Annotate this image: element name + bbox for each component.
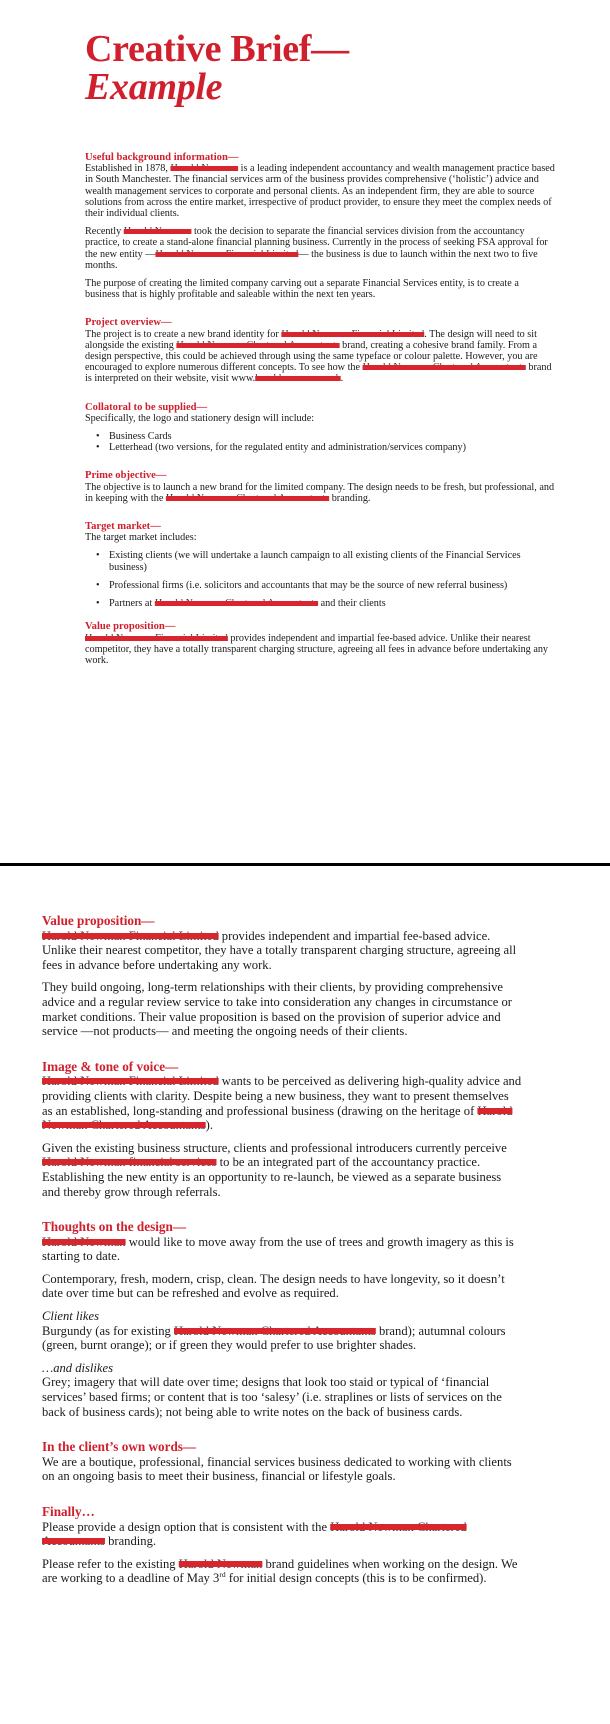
paragraph: We are a boutique, professional, financial services business dedicated to working with clients on an ongoing basis to meet their business, financial or lifestyle goals.	[42, 1454, 512, 1484]
text: Established in 1878,	[85, 163, 171, 175]
redacted-text: Harold Newman Chartered Accountants	[176, 339, 340, 351]
redacted-text: Harold Newman financial services	[42, 1155, 217, 1170]
text: brand is interpreted on their website, visit www.	[85, 362, 552, 385]
paragraph	[42, 1235, 522, 1264]
section-finally	[42, 1505, 522, 1586]
section-image-tone	[42, 1060, 522, 1199]
redacted-text: Harold Newman Chartered Accountants	[165, 492, 330, 504]
redacted-text: Harold Newman Chartered Accountants	[42, 1519, 467, 1549]
paragraph: Specifically, the logo and stationery design will include:	[85, 412, 315, 424]
section-heading: Value proposition—	[85, 621, 176, 633]
paragraph	[42, 1520, 522, 1549]
paragraph: Grey; imagery that will date over time; designs that look too staid or typical of ‘financial services’ based firms; or content that is too ‘salesy’ (i.e. straplines or lists of services on the back of business cards); not being able to write notes on the back of business cards.	[42, 1375, 502, 1419]
text: The project is to create a new brand identity for	[85, 328, 282, 340]
subheading-client-likes: Client likes	[42, 1309, 100, 1324]
bullet-list	[85, 431, 555, 453]
redacted-text: Harold Newman	[170, 163, 239, 175]
list-item: • Existing clients (we will undertake a launch campaign to all existing clients of the Financial Services business)	[109, 550, 555, 572]
list-item	[109, 598, 555, 609]
text: Given the existing business structure, clients and professional introducers currently perceive	[42, 1140, 507, 1155]
text: Please refer to the existing	[42, 1556, 179, 1571]
section-heading: Thoughts on the design—	[42, 1219, 187, 1235]
text: took the decision to separate the financial services division from the accountancy practice, to create a stand-alone financial planning business. Currently in the process of seeking FSA approval for the new entity —	[85, 226, 548, 260]
text: brand); autumnal colours (green, burnt orange); or if green they would prefer to use brighter shades.	[42, 1323, 506, 1353]
section-heading: Image & tone of voice—	[42, 1058, 179, 1074]
text: .	[340, 373, 344, 385]
section-client-words	[42, 1440, 522, 1484]
redacted-text: Harold Newman	[123, 226, 192, 238]
redacted-text: Harold Newman Financial Limited	[85, 632, 228, 644]
title-line-2: Example	[85, 66, 223, 108]
section-heading: Collatoral to be supplied—	[85, 401, 208, 413]
page-1-body	[85, 152, 555, 666]
section-value-proposition	[85, 621, 555, 666]
text: would like to move away from the use of trees and growth imagery as this is starting to date.	[42, 1234, 514, 1264]
document-title	[85, 30, 349, 106]
text: — the business is due to launch within the next two to five months.	[85, 248, 538, 271]
text: The objective is to launch a new brand for the limited company. The design needs to be fresh, but professional, and in keeping with the	[85, 481, 555, 504]
redacted-text: Harold Newman Chartered Accountants	[174, 1323, 376, 1338]
list-item: • Professional firms (i.e. solicitors and accountants that may be the source of new referral business)	[109, 580, 555, 591]
section-value-proposition	[42, 914, 522, 1039]
paragraph	[85, 633, 555, 667]
section-background	[85, 152, 555, 300]
list-item: • Business Cards	[109, 431, 555, 442]
section-prime-objective	[85, 470, 555, 504]
section-project-overview	[85, 317, 555, 384]
text: Please provide a design option that is consistent with the	[42, 1519, 331, 1534]
paragraph: The purpose of creating the limited company carving out a separate Financial Services entity, is to create a business that is highly profitable and saleable within the next ten years.	[85, 278, 519, 301]
section-heading: Finally…	[42, 1504, 95, 1519]
paragraph	[85, 329, 555, 385]
redacted-text: Harold Newman Financial Limited	[42, 1074, 219, 1089]
ordinal-suffix: rd	[219, 1570, 226, 1580]
text: ).	[205, 1118, 214, 1133]
paragraph	[85, 163, 555, 219]
paragraph: They build ongoing, long-term relationships with their clients, by providing comprehensive advice and a regular review service to take into consideration any changes in circumstance or market conditions. Their value proposition is based on the provision of superior advice and service —not products— and meeting the ongoing needs of their clients.	[42, 980, 512, 1039]
text: branding.	[104, 1534, 157, 1549]
paragraph	[85, 482, 555, 504]
redacted-text: Harold Newman Chartered Accountants	[42, 1103, 513, 1133]
redacted-text: Harold Newman Chartered Accountants	[362, 362, 526, 374]
redacted-text: Harold Newman Chartered Accountants	[154, 598, 319, 610]
paragraph	[42, 929, 522, 973]
text: and their clients	[318, 598, 386, 610]
section-heading: Useful background information—	[85, 152, 239, 163]
section-heading: In the client’s own words—	[42, 1439, 197, 1455]
paragraph	[85, 226, 555, 271]
text: Partners at	[109, 598, 155, 610]
text: wants to be perceived as delivering high-quality advice and providing clients with clarity. Despite being a new business, they want to present themselves as an established, long-standing and professional business (drawing on the heritage of	[42, 1074, 522, 1118]
title-line-1: Creative Brief—	[85, 28, 349, 70]
subheading-dislikes: …and dislikes	[42, 1360, 114, 1375]
section-heading: Prime objective—	[85, 470, 167, 482]
text: Recently	[85, 226, 124, 238]
section-thoughts-design	[42, 1220, 522, 1419]
text: brand guidelines when working on the design. We are working to a deadline of May 3	[42, 1556, 518, 1586]
paragraph	[42, 1324, 522, 1353]
section-target-market	[85, 521, 555, 609]
list-item: • Letterhead (two versions, for the regulated entity and administration/services company)	[109, 442, 555, 453]
redacted-text: Harold Newman Financial Limited	[281, 328, 425, 340]
redacted-text: Harold Newman Financial Limited	[155, 248, 299, 260]
text: branding.	[329, 492, 371, 504]
redacted-text: Harold Newman	[178, 1556, 263, 1571]
paragraph: The target market includes:	[85, 532, 197, 544]
section-heading: Value proposition—	[42, 913, 155, 928]
page-2	[0, 866, 610, 1724]
bullet-list	[85, 550, 555, 609]
redacted-text: Harold Newman Financial Limited	[42, 928, 219, 943]
paragraph	[42, 1074, 522, 1132]
text: brand, creating a cohesive brand family. From a design perspective, this could be achieved through using the same typeface or colour palette. However, you are encouraged to explore numerous different concepts. To see how the	[85, 339, 538, 374]
text: provides independent and impartial fee-based advice. Unlike their nearest competitor, they have a totally transparent charging structure, agreeing all fees in advance before undertaking any work.	[42, 928, 517, 972]
text: provides independent and impartial fee-based advice. Unlike their nearest competitor, they have a totally transparent charging structure, agreeing all fees in advance before undertaking any work.	[85, 632, 549, 666]
paragraph	[42, 1141, 522, 1199]
paragraph	[42, 1557, 522, 1586]
page-2-body	[42, 914, 522, 1586]
section-heading: Project overview—	[85, 317, 172, 329]
text: for initial design concepts (this is to be confirmed).	[225, 1571, 487, 1586]
text: Burgundy (as for existing	[42, 1323, 174, 1338]
redacted-link[interactable]: haroldnewman.co.uk	[255, 373, 341, 385]
text: is a leading independent accountancy and wealth management practice based in South Manchester. The financial services arm of the business provides comprehensive (‘holistic’) advice and wealth management services to corporate and personal clients. As an independent firm, they are able to source solutions from across the entire market, irrespective of product provider, to ensure they meet the complex needs of their individual clients.	[85, 163, 555, 220]
text: to be an integrated part of the accountancy practice. Establishing the new entity is an opportunity to re-launch, be viewed as a separate business and thereby grow through referrals.	[42, 1155, 502, 1199]
section-collateral	[85, 402, 555, 454]
paragraph: Contemporary, fresh, modern, crisp, clean. The design needs to have longevity, so it doesn’t date over time but can be refreshed and evolve as required.	[42, 1271, 505, 1301]
redacted-text: Harold Newman	[42, 1234, 126, 1249]
text: . The design will need to sit alongside the existing	[85, 328, 537, 351]
section-heading: Target market—	[85, 521, 161, 533]
